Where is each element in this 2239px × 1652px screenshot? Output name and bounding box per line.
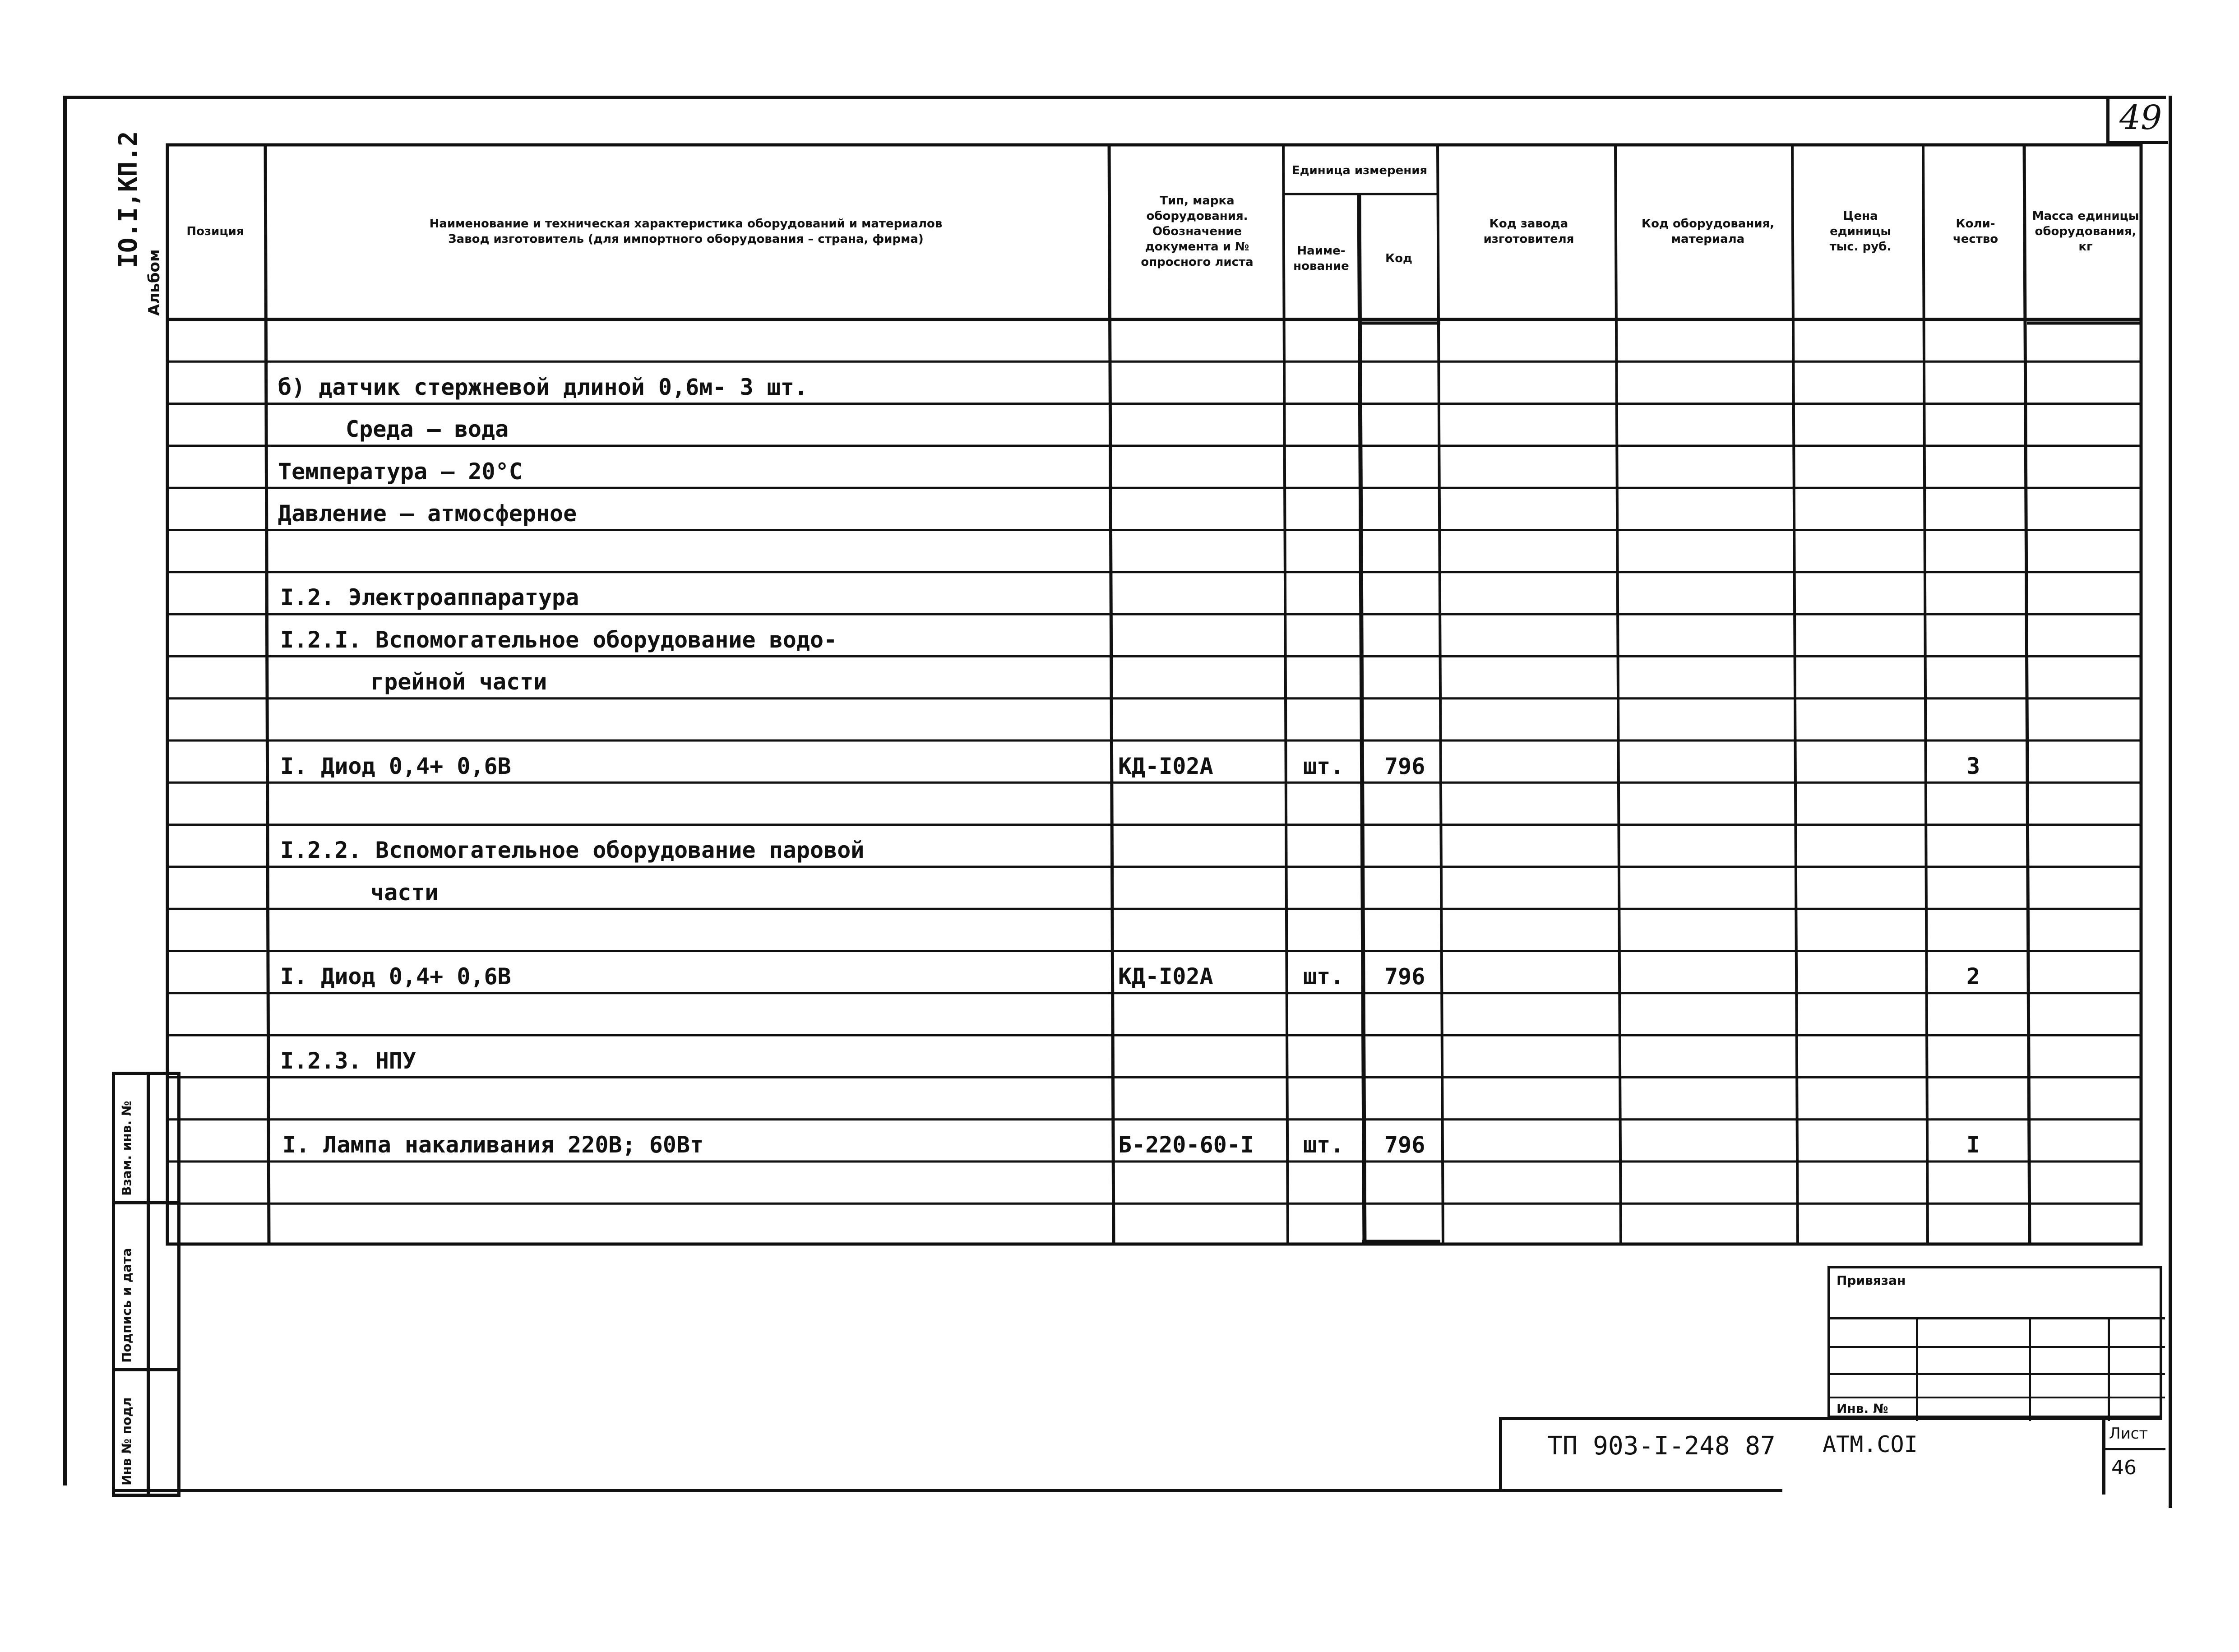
frame-left bbox=[63, 96, 67, 1485]
row-type-cell: КД-I02А bbox=[1118, 753, 1213, 779]
row-type-cell: КД-I02А bbox=[1118, 963, 1213, 990]
row-name-cell: I. Диод 0,4+ 0,6В bbox=[280, 963, 511, 990]
row-name-cell: Давление – атмосферное bbox=[278, 500, 577, 527]
bound-stamp bbox=[1827, 1266, 2162, 1418]
header-mass: Масса единицы оборудования, кг bbox=[2032, 209, 2139, 254]
stamp-inv-label: Инв № подл bbox=[119, 1397, 134, 1485]
sheet-label: Лист bbox=[2109, 1425, 2148, 1443]
row-code-cell: 796 bbox=[1384, 753, 1425, 779]
header-quantity: Коли-чество bbox=[1952, 217, 1998, 246]
stamp-sign-label: Подпись и дата bbox=[119, 1248, 134, 1363]
sheet-number: 46 bbox=[2111, 1456, 2137, 1479]
frame-top bbox=[63, 96, 2166, 99]
row-name-cell: I.2.2. Вспомогательное оборудование паровой bbox=[280, 837, 865, 864]
header-unit-code: Код bbox=[1385, 252, 1413, 265]
row-unit-cell: шт. bbox=[1303, 1132, 1344, 1158]
stamp-vzam-label: Взам. инв. № bbox=[119, 1101, 134, 1196]
header-unit-group: Единица измерения bbox=[1291, 164, 1428, 177]
corner-page-number: 49 bbox=[2119, 98, 2162, 137]
row-unit-cell: шт. bbox=[1303, 753, 1344, 779]
row-unit-cell: шт. bbox=[1303, 963, 1344, 990]
title-stamp bbox=[1499, 1417, 2162, 1491]
spec-table bbox=[166, 143, 2142, 1245]
row-name-cell: I. Диод 0,4+ 0,6В bbox=[280, 753, 511, 779]
row-qty-cell: 2 bbox=[1966, 963, 1980, 990]
header-position: Позиция bbox=[186, 225, 244, 238]
row-code-cell: 796 bbox=[1384, 963, 1425, 990]
header-unit-name: Наиме-нование bbox=[1293, 244, 1349, 273]
bound-label: Привязан bbox=[1837, 1273, 1906, 1288]
row-name-cell: Температура – 20°С bbox=[278, 458, 523, 485]
row-type-cell: Б-220-60-I bbox=[1118, 1132, 1254, 1158]
row-name-cell: части bbox=[370, 879, 439, 906]
row-qty-cell: 3 bbox=[1966, 753, 1980, 779]
row-name-cell: I. Лампа накаливания 220В; 60Вт bbox=[282, 1132, 704, 1158]
row-qty-cell: I bbox=[1966, 1132, 1980, 1158]
row-name-cell: I.2.3. НПУ bbox=[280, 1047, 416, 1074]
row-name-cell: б) датчик стержневой длиной 0,6м- 3 шт. bbox=[278, 374, 808, 400]
header-equip-code: Код оборудования, материала bbox=[1641, 217, 1775, 246]
doc-suffix: АТМ.СОI bbox=[1823, 1431, 1918, 1458]
row-code-cell: 796 bbox=[1384, 1132, 1425, 1158]
row-name-cell: I.2. Электроаппаратура bbox=[280, 584, 579, 611]
header-type: Тип, марка оборудования. Обозначение документа и № опросного листа bbox=[1141, 194, 1254, 269]
row-name-cell: Среда – вода bbox=[346, 416, 509, 443]
album-number: IO.I,КП.2 bbox=[114, 131, 143, 268]
header-price: Цена единицы тыс. руб. bbox=[1829, 209, 1892, 254]
doc-code: ТП 903-I-248 87 bbox=[1547, 1431, 1776, 1461]
header-name: Наименование и техническая характеристика оборудований и материалов Завод изготовитель (для импортного оборудования – страна, фирма) bbox=[429, 217, 943, 246]
corner-page-box bbox=[2106, 96, 2168, 144]
row-name-cell: грейной части bbox=[370, 669, 547, 695]
table-grid bbox=[166, 143, 2142, 1245]
frame-right bbox=[2169, 96, 2172, 1508]
header-factory-code: Код завода изготовителя bbox=[1483, 217, 1574, 246]
album-label: Альбом bbox=[145, 249, 163, 316]
inv-label: Инв. № bbox=[1837, 1401, 1888, 1416]
row-name-cell: I.2.I. Вспомогательное оборудование водо- bbox=[280, 626, 837, 653]
